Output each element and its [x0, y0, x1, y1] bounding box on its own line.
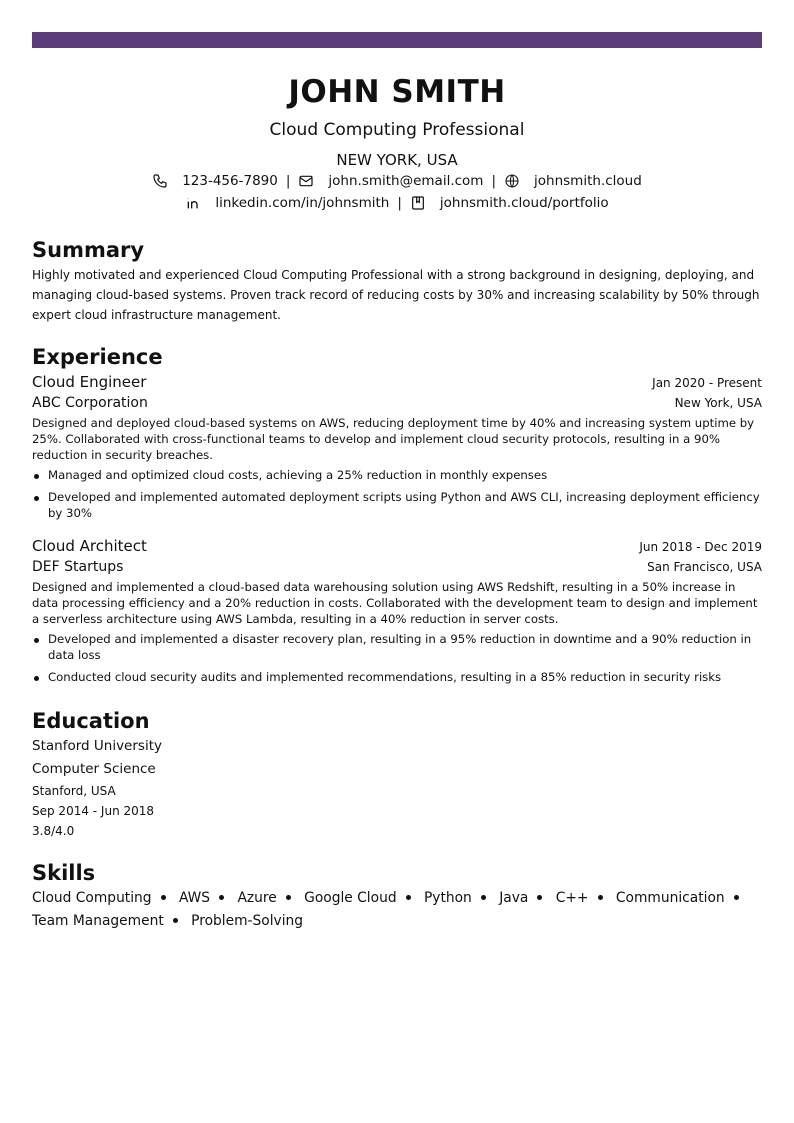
phone-text[interactable]: 123-456-7890 [182, 173, 278, 189]
skill-item: Cloud Computing [32, 890, 152, 906]
skill-item: Team Management [32, 913, 164, 929]
job-title: Cloud Architect [32, 537, 147, 555]
job-company: ABC Corporation [32, 395, 148, 411]
job-description: Designed and implemented a cloud-based data warehousing solution using AWS Redshift, resulting in a 50% increase in data processing efficiency and a 20% reduction in costs. Collaborated with the development team to design and implement a serverless architecture using AWS Lambda, resulting in a 40% reduction in server costs. [32, 580, 758, 626]
education-degree: Computer Science [32, 761, 156, 777]
skill-item: Communication [615, 890, 725, 906]
website-link[interactable]: johnsmith.cloud [534, 173, 642, 189]
job-bullets [32, 631, 762, 685]
list-item [32, 467, 762, 483]
skill-separator [161, 895, 166, 900]
skills-heading: Skills [32, 861, 96, 885]
job-location: New York, USA [674, 396, 762, 410]
candidate-location: NEW YORK, USA [336, 151, 458, 169]
job-dates: Jan 2020 - Present [652, 376, 762, 390]
contact-row-2 [32, 192, 762, 214]
skill-separator [286, 895, 291, 900]
candidate-title: Cloud Computing Professional [269, 120, 525, 140]
resume-page [32, 72, 762, 933]
skill-item: Problem-Solving [191, 913, 304, 929]
job-location: San Francisco, USA [647, 560, 762, 574]
skill-separator [481, 895, 486, 900]
list-item [32, 631, 762, 663]
job-description: Designed and deployed cloud-based systems on AWS, reducing deployment time by 40% and increasing system uptime by 25%. Collaborated with cross-functional teams to develop and implement cloud security protocols, resulting in a 90% reduction in security breaches. [32, 416, 755, 462]
bullet-text: Developed and implemented automated deployment scripts using Python and AWS CLI, increasing deployment efficiency by 30% [48, 490, 760, 520]
education-heading: Education [32, 709, 150, 733]
skill-item: Google Cloud [304, 890, 397, 906]
bullet-text: Conducted cloud security audits and implemented recommendations, resulting in a 85% reduction in security risks [48, 670, 722, 684]
bullet-dot [34, 474, 39, 479]
mail-icon [298, 173, 314, 189]
skill-separator [406, 895, 411, 900]
separator: | [397, 195, 402, 211]
education-school: Stanford University [32, 738, 162, 754]
job-bullets [32, 467, 762, 521]
skill-item: C++ [555, 890, 589, 906]
job-company: DEF Startups [32, 559, 124, 575]
linkedin-link[interactable]: linkedin.com/in/johnsmith [215, 195, 390, 211]
summary-text: Highly motivated and experienced Cloud Computing Professional with a strong background in designing, deploying, and managing cloud-based systems. Proven track record of reducing costs by 30% and increasing scalability by 50% through expert cloud infrastructure management. [32, 268, 760, 322]
globe-icon [504, 173, 520, 189]
list-item [32, 669, 762, 685]
accent-bar [32, 32, 762, 48]
job-entry [32, 371, 762, 521]
bullet-dot [34, 496, 39, 501]
skill-item: Python [423, 890, 472, 906]
experience-heading: Experience [32, 345, 163, 369]
skill-item: Azure [237, 890, 277, 906]
skill-item: Java [499, 890, 529, 906]
skill-separator [734, 895, 739, 900]
contact-row-1 [32, 170, 762, 192]
separator: | [285, 173, 291, 189]
skills-list [32, 887, 762, 933]
skill-separator [173, 918, 178, 923]
education-location: Stanford, USA [32, 784, 116, 798]
portfolio-icon [410, 195, 426, 211]
skill-item: AWS [178, 890, 211, 906]
portfolio-link[interactable]: johnsmith.cloud/portfolio [439, 195, 609, 211]
email-link[interactable]: john.smith@email.com [328, 173, 484, 189]
list-item [32, 489, 762, 521]
bullet-dot [34, 638, 39, 643]
bullet-text: Managed and optimized cloud costs, achieving a 25% reduction in monthly expenses [48, 468, 548, 482]
skill-separator [219, 895, 224, 900]
summary-heading: Summary [32, 238, 145, 262]
education-gpa: 3.8/4.0 [32, 824, 75, 838]
candidate-name: JOHN SMITH [288, 74, 506, 110]
bullet-dot [34, 676, 39, 681]
skill-separator [537, 895, 542, 900]
linkedin-icon [185, 195, 201, 211]
bullet-text: Developed and implemented a disaster recovery plan, resulting in a 95% reduction in downtime and a 90% reduction in data loss [48, 632, 752, 662]
skill-separator [598, 895, 603, 900]
education-dates: Sep 2014 - Jun 2018 [32, 804, 155, 818]
separator: | [491, 173, 497, 189]
job-entry [32, 535, 762, 685]
phone-icon [152, 173, 168, 189]
job-title: Cloud Engineer [32, 373, 147, 391]
job-dates: Jun 2018 - Dec 2019 [639, 540, 762, 554]
